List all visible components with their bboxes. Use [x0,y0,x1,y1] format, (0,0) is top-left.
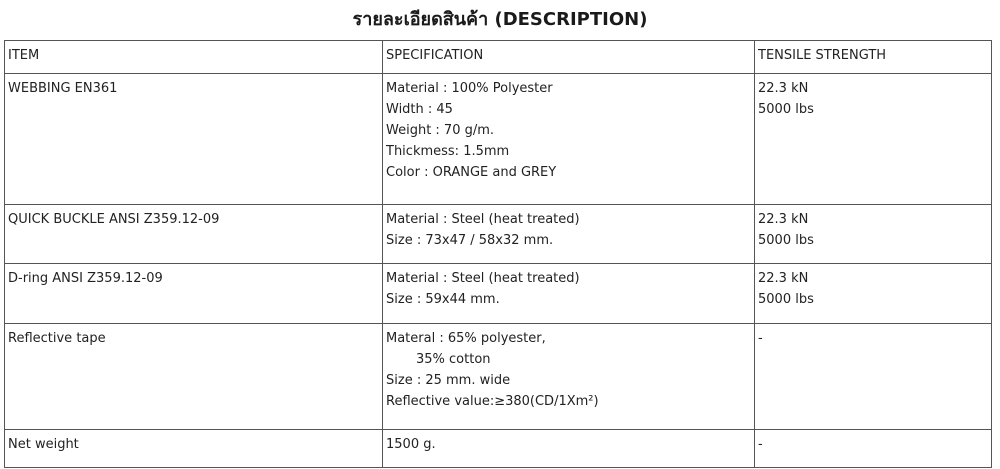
tensile-line: 22.3 kN [758,271,809,286]
spec-line: Reflective value:≥380(CD/1Xm²) [386,394,599,409]
spec-cell [383,324,755,430]
spec-cell [383,264,755,324]
header-item: ITEM [5,41,383,74]
tensile-cell [755,324,992,430]
spec-cell [383,430,755,468]
spec-line: Material : Steel (heat treated) [386,212,580,227]
item-cell: QUICK BUCKLE ANSI Z359.12-09 [5,205,383,264]
item-cell: Reflective tape [5,324,383,430]
header-tensile-strength: TENSILE STRENGTH [755,41,992,74]
spec-line: Size : 73x47 / 58x32 mm. [386,233,554,248]
table-header-row [5,41,992,74]
tensile-cell [755,74,992,205]
spec-line: 1500 g. [386,437,436,452]
table-row [5,430,992,468]
spec-line: Material : 100% Polyester [386,81,553,96]
tensile-line: 5000 lbs [758,292,814,307]
tensile-cell [755,430,992,468]
spec-line: Weight : 70 g/m. [386,123,495,138]
tensile-line: 5000 lbs [758,102,814,117]
spec-line: Thickmess: 1.5mm [386,144,510,159]
tensile-line: 22.3 kN [758,81,809,96]
tensile-line: 5000 lbs [758,233,814,248]
spec-line: Size : 25 mm. wide [386,373,511,388]
tensile-cell [755,205,992,264]
item-cell: D-ring ANSI Z359.12-09 [5,264,383,324]
spec-line: Width : 45 [386,102,453,117]
tensile-line: - [758,331,763,346]
item-cell: WEBBING EN361 [5,74,383,205]
description-table [4,40,992,468]
spec-line: Material : Steel (heat treated) [386,271,580,286]
page-title: รายละเอียดสินค้า (DESCRIPTION) [352,9,648,30]
spec-line: Materal : 65% polyester, [386,331,546,346]
item-cell: Net weight [5,430,383,468]
spec-line: 35% cotton [416,352,491,367]
header-specification: SPECIFICATION [383,41,755,74]
table-row [5,205,992,264]
spec-cell [383,74,755,205]
table-row [5,74,992,205]
spec-cell [383,205,755,264]
table-row [5,264,992,324]
tensile-line: 22.3 kN [758,212,809,227]
table-row [5,324,992,430]
tensile-line: - [758,437,763,452]
spec-line: Color : ORANGE and GREY [386,165,557,180]
spec-line: Size : 59x44 mm. [386,292,500,307]
tensile-cell [755,264,992,324]
